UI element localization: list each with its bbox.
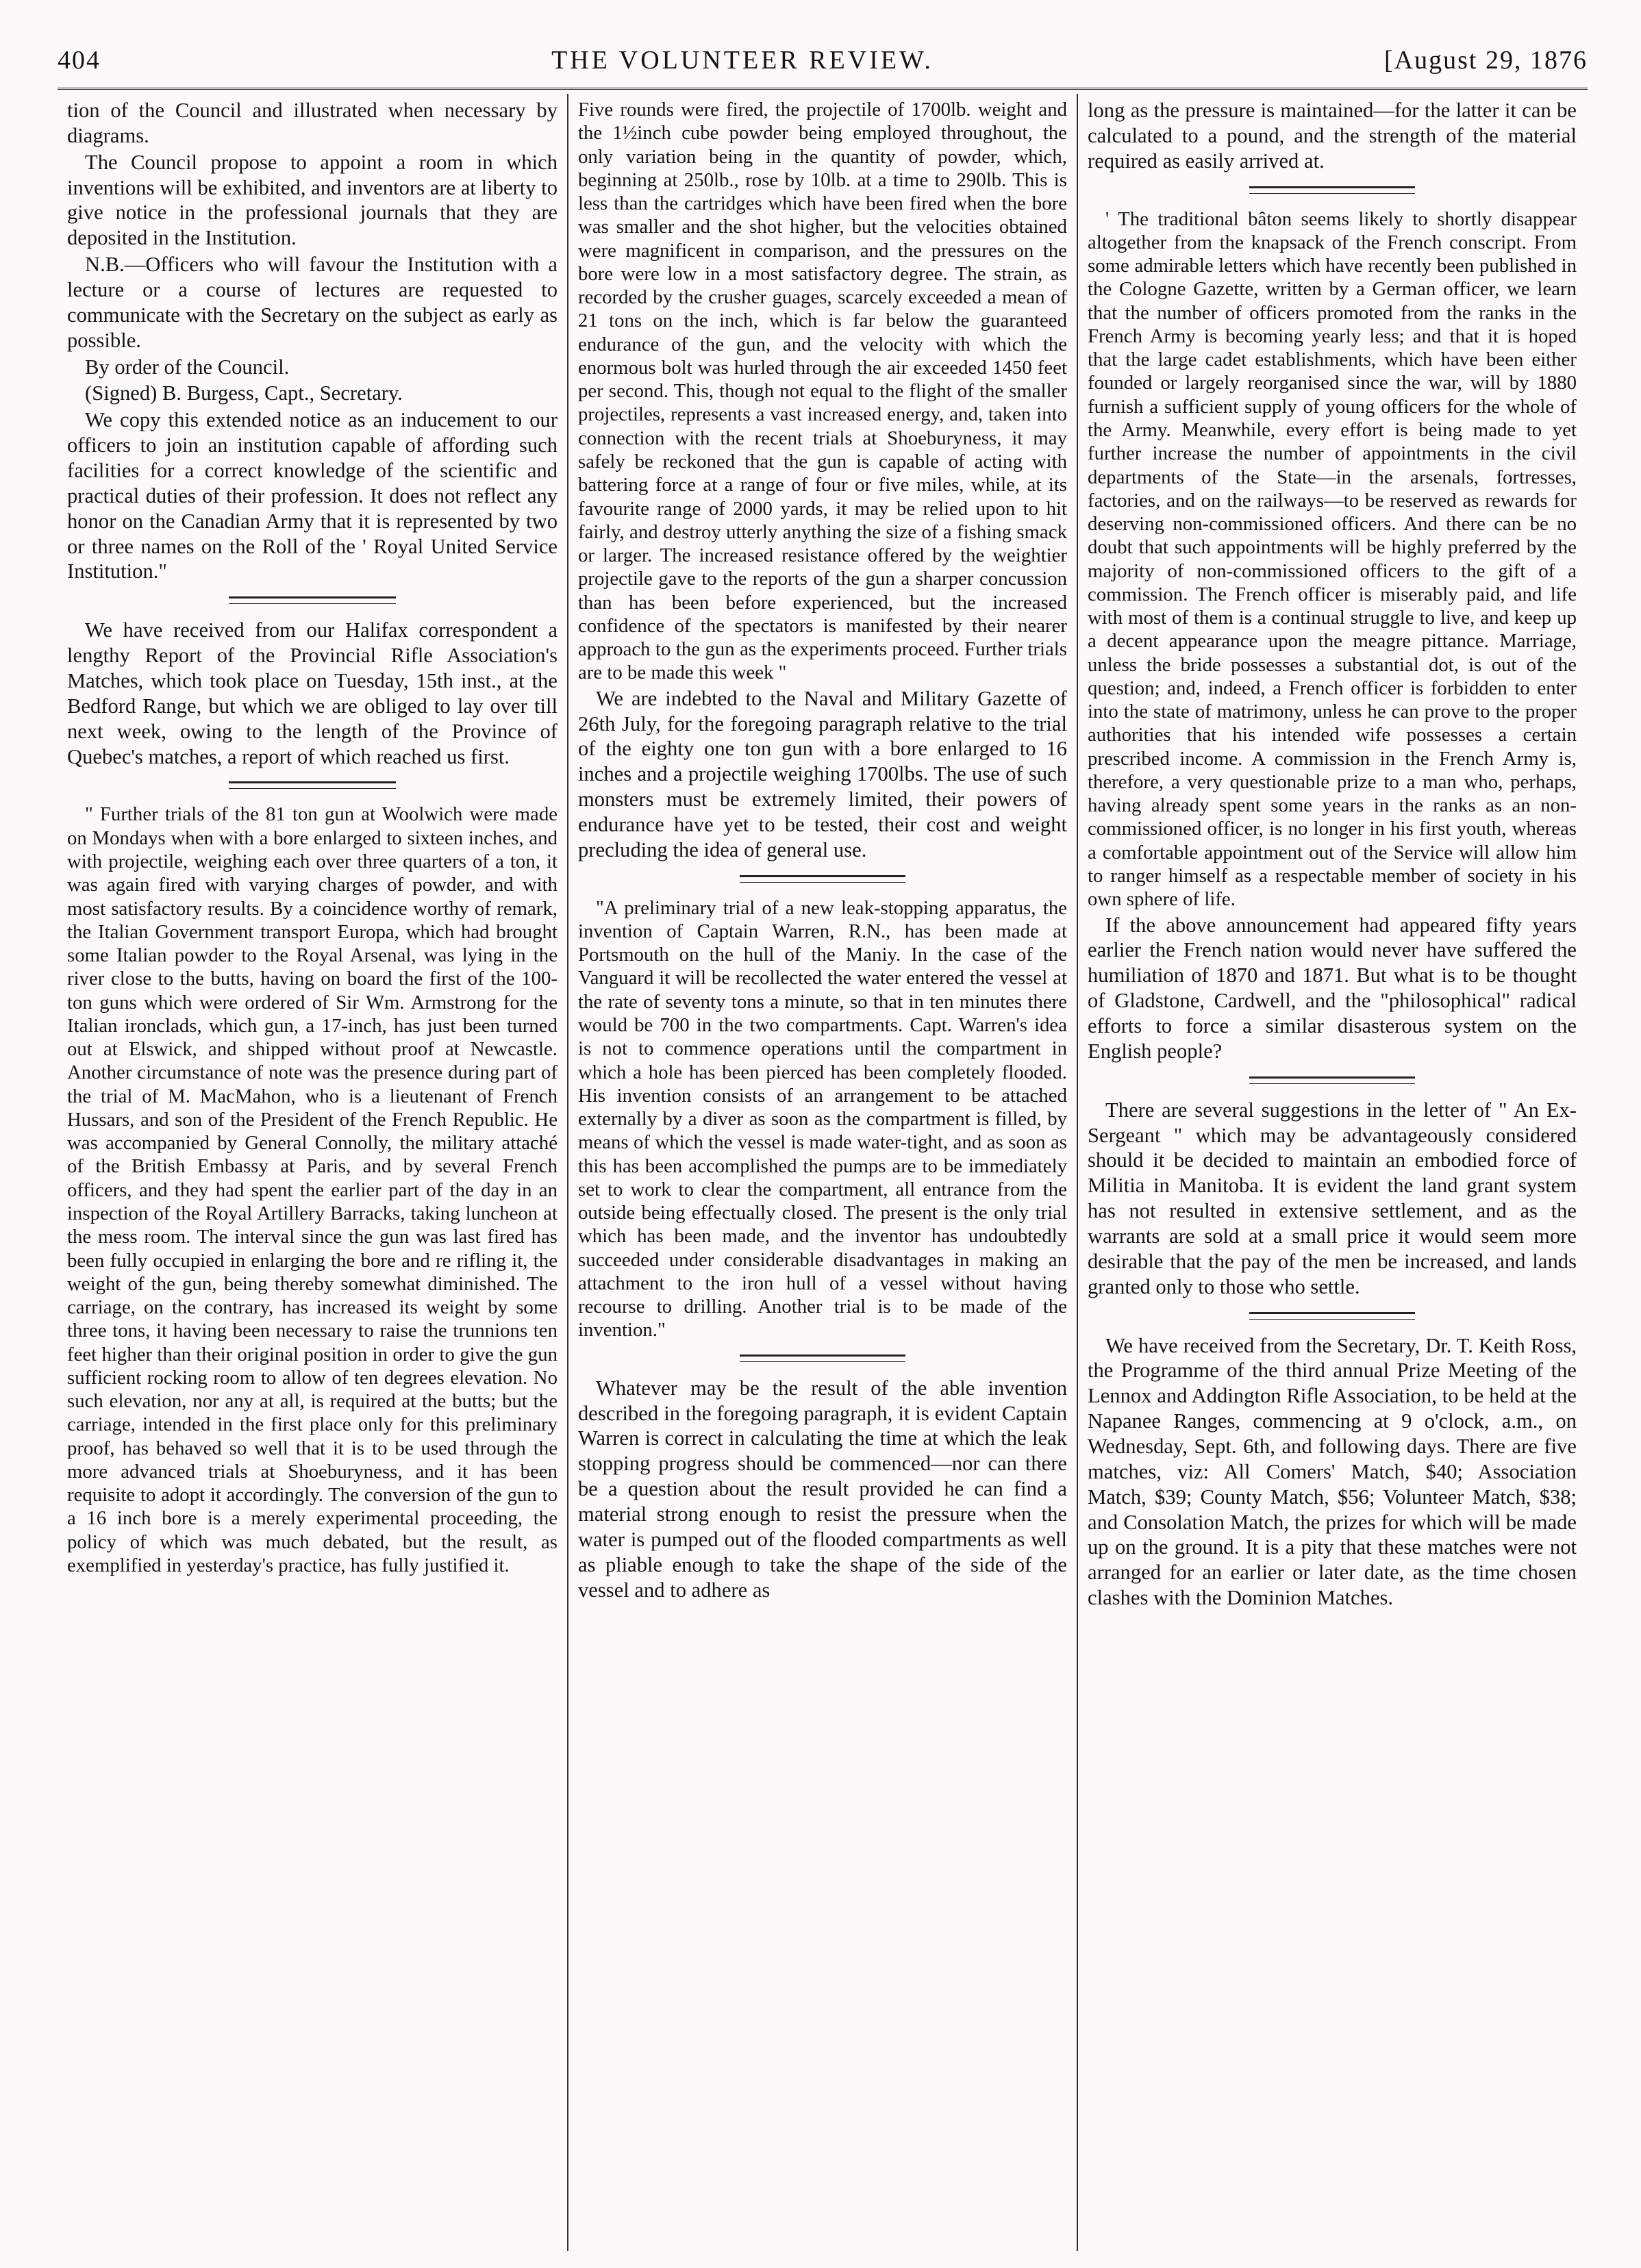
publication-title: THE VOLUNTEER REVIEW. bbox=[551, 46, 934, 75]
paragraph: We are indebted to the Naval and Military Gazette of 26th July, for the foregoing paragraph relative to the trial of the eighty one ton gun with a bore enlarged to 16 inches and a projectile weighing 1700lbs. The use of such monsters must be extremely limited, their powers of endurance have yet to be tested, their cost and weight precluding the idea of general use. bbox=[578, 686, 1067, 861]
paragraph: We have received from the Secretary, Dr. T. Keith Ross, the Programme of the third annual Prize Meeting of the Lennox and Addington Rifle Association, to be held at the Napanee Ranges, commencing at 9 o'clock, a.m., on Wednesday, Sept. 6th, and following days. There are five matches, viz: All Comers' Match, $40; Association Match, $39; County Match, $56; Volunteer Match, $38; and Consolation Match, the prizes for which will be made up on the ground. It is a pity that these matches were not arranged for an earlier or later date, as the time chosen clashes with the Dominion Matches. bbox=[1088, 1333, 1577, 1610]
column-1 bbox=[58, 94, 567, 2251]
paragraph: By order of the Council. bbox=[85, 355, 290, 379]
column-3 bbox=[1077, 94, 1586, 2251]
article-columns bbox=[58, 94, 1588, 2251]
paragraph: (Signed) B. Burgess, Capt., Secretary. bbox=[85, 381, 403, 405]
issue-date: [August 29, 1876 bbox=[1384, 46, 1588, 75]
paragraph: tion of the Council and illustrated when necessary by diagrams. bbox=[67, 99, 558, 147]
paragraph: We have received from our Halifax correspondent a lengthy Report of the Provincial Rifle Association's Matches, which took place on Tuesday, 15th inst., at the Bedford Range, but which we are obliged to lay over till next week, owing to the length of the Province of Quebec's matches, a report of which reached us first. bbox=[67, 618, 558, 768]
paragraph: Five rounds were fired, the projectile of 1700lb. weight and the 1½inch cube powder being employed throughout, the only variation being in the quantity of powder, which, beginning at 250lb., rose by 10lb. at a time to 290lb. This is less than the cartridges which have been fired when the bore was smaller and the shot higher, but the velocities obtained were magnificent in comparison, and the pressures on the bore were low in a most satisfactory degree. The strain, as recorded by the crusher guages, scarcely exceeded a mean of 21 tons on the inch, which is far below the guaranteed endurance of the gun, and the velocity with which the enormous bolt was hurled through the air exceeded 1450 feet per second. This, though not equal to the flight of the smaller projectiles, represents a vast increased energy, and, taken into connection with the recent trials at Shoeburyness, it may safely be reckoned that the gun is capable of acting with battering force at a range of four or five miles, while, at its favourite range of 2000 yards, it may be relied upon to hit fairly, and destroy utterly anything the size of a fishing smack or larger. The increased resistance offered by the weightier projectile gave to the reports of the gun a sharper concussion than has been before experienced, but the increased confidence of the spectators is manifested by their nearer approach to the gun as the experiments proceed. Further trials are to be made this week " bbox=[578, 99, 1067, 684]
section-divider bbox=[229, 596, 395, 604]
section-divider bbox=[229, 781, 395, 789]
section-divider bbox=[1249, 1076, 1416, 1084]
paragraph: long as the pressure is maintained—for the latter it can be calculated to a pound, and the strength of the material required as easily arrived at. bbox=[1088, 99, 1577, 173]
paragraph: The Council propose to appoint a room in which inventions will be exhibited, and inventors are at liberty to give notice in the professional journals that they are deposited in the Institution. bbox=[67, 150, 558, 250]
section-divider bbox=[1249, 186, 1416, 194]
paragraph: We copy this extended notice as an inducement to our officers to join an institution capable of affording such facilities for a correct knowledge of the scientific and practical duties of their profession. It does not reflect any honor on the Canadian Army that it is represented by two or three names on the Roll of the ' Royal United Service Institution." bbox=[67, 408, 558, 583]
paragraph: "A preliminary trial of a new leak-stopping apparatus, the invention of Captain Warren, R.N., has been made at Portsmouth on the hull of the Maniy. In the case of the Vanguard it will be recollected the water entered the vessel at the rate of seventy tons a minute, so that in ten minutes there would be 700 in the two compartments. Capt. Warren's idea is not to commence operations until the compartment in which a hole has been pierced has been completely flooded. His invention consists of an arrangement to be attached externally by a diver as soon as the compartment is filled, by means of which the vessel is made water-tight, and as soon as this has been accomplished the pumps are to be immediately set to work to clear the compartment, all entrance from the outside being effectually closed. The present is the only trial which has been made, and the inventor has undoubtedly succeeded under considerable disadvantages in making an attachment to the iron hull of a vessel without having recourse to drilling. Another trial is to be made of the invention." bbox=[578, 896, 1067, 1341]
page-number: 404 bbox=[58, 46, 101, 75]
paragraph: If the above announcement had appeared fifty years earlier the French nation would never have suffered the humiliation of 1870 and 1871. But what is to be thought of Gladstone, Cardwell, and the "philosophical" radical efforts to force a similar disasterous system on the English people? bbox=[1088, 913, 1577, 1063]
paragraph: Whatever may be the result of the able invention described in the foregoing paragraph, it is evident Captain Warren is correct in calculating the time at which the leak stopping progress should be commenced—nor can there be a question about the result provided he can find a material strong enough to resist the pressure when the water is pumped out of the flooded compartments as well as pliable enough to take the shape of the side of the vessel and to adhere as bbox=[578, 1376, 1067, 1602]
paragraph: N.B.—Officers who will favour the Institution with a lecture or a course of lectures are requested to communicate with the Secretary on the subject as early as possible. bbox=[67, 253, 558, 352]
section-divider bbox=[740, 1354, 906, 1362]
paragraph: " Further trials of the 81 ton gun at Woolwich were made on Mondays when with a bore enlarged to sixteen inches, and with projectile, weighing each over three quarters of a ton, it was again fired with varying charges of powder, and with most satisfactory results. By a coincidence worthy of remark, the Italian Government transport Europa, which had brought some Italian powder to the Royal Arsenal, was lying in the river close to the butts, having on board the first of the 100-ton guns which were ordered of Sir Wm. Armstrong for the Italian ironclads, which gun, a 17-inch, has just been turned out at Elswick, and shipped without proof at Newcastle. Another circumstance of note was the presence during part of the trial of M. MacMahon, who is a lieutenant of French Hussars, and son of the President of the French Republic. He was accompanied by General Connolly, the military attaché of the British Embassy at Paris, and by several French officers, and they had spent the earlier part of the day in an inspection of the Royal Artillery Barracks, taking luncheon at the mess room. The interval since the gun was last fired has been fully occupied in enlarging the bore and re rifling it, the weight of the gun, being thereby somewhat diminished. The carriage, on the contrary, has increased its weight by some three tons, it having been necessary to raise the trunnions ten feet higher than their original position in order to give the gun sufficient rocking room to allow of ten degrees elevation. No such elevation, nor any at all, is required at the butts; but the carriage, intended in the first place only for this preliminary proof, has behaved so well that it is to be used through the more advanced trials at Shoeburyness, and it has been requisite to adopt it accordingly. The conversion of the gun to a 16 inch bore is a merely experimental proceeding, the policy of which was much debated, but the result, as exemplified in yesterday's practice, has fully justified it. bbox=[67, 803, 558, 1576]
column-2 bbox=[567, 94, 1077, 2251]
section-divider bbox=[740, 875, 906, 883]
section-divider bbox=[1249, 1312, 1416, 1320]
paragraph: There are several suggestions in the letter of " An Ex-Sergeant " which may be advantageously considered should it be decided to maintain an embodied force of Militia in Manitoba. It is evident the land grant system has not resulted in extensive settlement, and as the warrants are sold at a small price it would seem more desirable that the pay of the men be increased, and lands granted only to those who settle. bbox=[1088, 1098, 1577, 1298]
page-header bbox=[58, 45, 1588, 90]
paragraph: ' The traditional bâton seems likely to shortly disappear altogether from the knapsack of the French conscript. From some admirable letters which have recently been published in the Cologne Gazette, written by a German officer, we learn that the number of officers promoted from the ranks in the French Army is becoming yearly less; and that it is hoped that the large cadet establishments, which have been either founded or largely reorganised since the war, will by 1880 furnish a sufficient supply of young officers for the whole of the Army. Meanwhile, every effort is being made to yet further increase the number of appointments in the civil departments of the State—in the arsenals, fortresses, factories, and on the railways—to be reserved as rewards for deserving non-commissioned officers. And there can be no doubt that such appointments will be highly preferred by the majority of non-commissioned officers to the gift of a commission. The French officer is miserably paid, and life with most of them is a continual struggle to live, and keep up a decent appearance upon the meagre pittance. Marriage, unless the bride possesses a substantial dot, is out of the question; and, indeed, a French officer is forbidden to enter into the state of matrimony, unless he can prove to the proper authorities that his intended wife possesses a certain prescribed income. A commission in the French Army is, therefore, a very questionable prize to a man who, perhaps, having already spent some years in the ranks as an non-commissioned officer, is no longer in his first youth, whereas a comfortable appointment out of the Service will allow him to ranger himself as a respectable member of society in his own sphere of life. bbox=[1088, 207, 1577, 911]
